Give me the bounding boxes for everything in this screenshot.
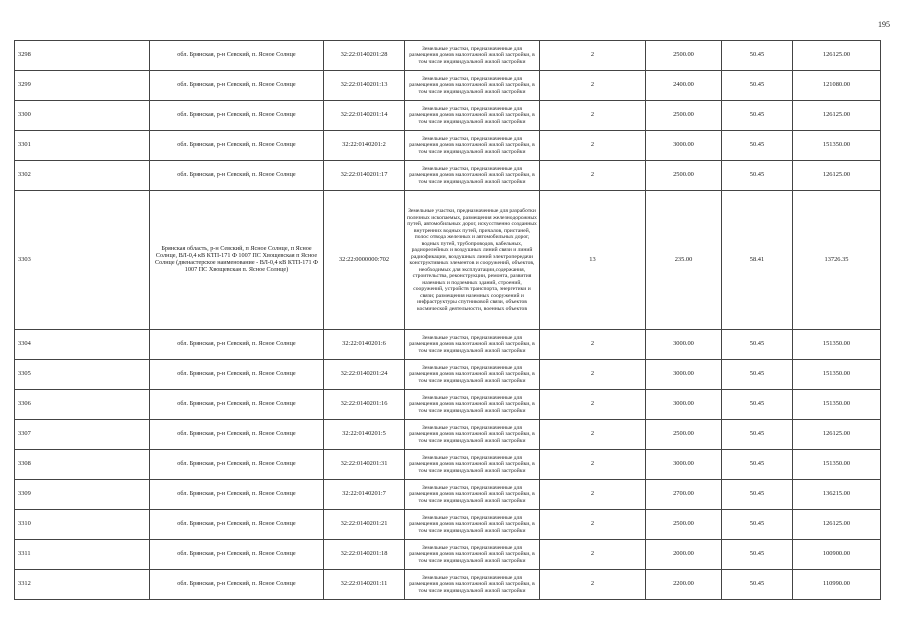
area-cell: 2500.00 [646, 101, 722, 131]
land-use-cell: Земельные участки, предназначенные для размещения домов малоэтажной жилой застройки, в том числе индивидуальной жилой застройки [405, 510, 540, 540]
land-use-cell: Земельные участки, предназначенные для размещения домов малоэтажной жилой застройки, в том числе индивидуальной жилой застройки [405, 161, 540, 191]
cadastral-number-cell: 32:22:0140201:2 [324, 131, 405, 161]
specific-value-cell: 50.45 [722, 480, 793, 510]
group-cell: 2 [540, 131, 646, 161]
row-number-cell: 3303 [15, 191, 150, 330]
land-use-cell: Земельные участки, предназначенные для размещения домов малоэтажной жилой застройки, в том числе индивидуальной жилой застройки [405, 420, 540, 450]
group-cell: 2 [540, 510, 646, 540]
table-row [15, 41, 881, 71]
address-cell: обл. Брянская, р-н Севский, п. Ясное Солнце [150, 360, 324, 390]
group-cell: 2 [540, 161, 646, 191]
row-number-cell: 3308 [15, 450, 150, 480]
area-cell: 3000.00 [646, 131, 722, 161]
cadastral-value-cell: 136215.00 [793, 480, 881, 510]
specific-value-cell: 50.45 [722, 390, 793, 420]
address-cell: обл. Брянская, р-н Севский, п. Ясное Солнце [150, 540, 324, 570]
cadastral-number-cell: 32:22:0140201:17 [324, 161, 405, 191]
table-row [15, 390, 881, 420]
group-cell: 2 [540, 450, 646, 480]
table-row [15, 510, 881, 540]
land-use-cell: Земельные участки, предназначенные для размещения домов малоэтажной жилой застройки, в том числе индивидуальной жилой застройки [405, 101, 540, 131]
area-cell: 2500.00 [646, 41, 722, 71]
address-cell: обл. Брянская, р-н Севский, п. Ясное Солнце [150, 330, 324, 360]
specific-value-cell: 50.45 [722, 360, 793, 390]
specific-value-cell: 50.45 [722, 330, 793, 360]
table-row [15, 101, 881, 131]
cadastral-number-cell: 32:22:0140201:14 [324, 101, 405, 131]
address-cell: обл. Брянская, р-н Севский, п. Ясное Солнце [150, 161, 324, 191]
group-cell: 13 [540, 191, 646, 330]
group-cell: 2 [540, 390, 646, 420]
address-cell: обл. Брянская, р-н Севский, п. Ясное Солнце [150, 41, 324, 71]
specific-value-cell: 50.45 [722, 71, 793, 101]
area-cell: 3000.00 [646, 360, 722, 390]
group-cell: 2 [540, 41, 646, 71]
cadastral-value-cell: 126125.00 [793, 101, 881, 131]
land-use-cell: Земельные участки, предназначенные для размещения домов малоэтажной жилой застройки, в том числе индивидуальной жилой застройки [405, 540, 540, 570]
cadastral-value-cell: 151350.00 [793, 360, 881, 390]
area-cell: 2700.00 [646, 480, 722, 510]
cadastral-number-cell: 32:22:0140201:13 [324, 71, 405, 101]
row-number-cell: 3301 [15, 131, 150, 161]
cadastral-value-cell: 126125.00 [793, 161, 881, 191]
area-cell: 2000.00 [646, 540, 722, 570]
area-cell: 2400.00 [646, 71, 722, 101]
cadastral-number-cell: 32:22:0140201:7 [324, 480, 405, 510]
specific-value-cell: 50.45 [722, 510, 793, 540]
row-number-cell: 3310 [15, 510, 150, 540]
address-cell: обл. Брянская, р-н Севский, п. Ясное Солнце [150, 131, 324, 161]
row-number-cell: 3299 [15, 71, 150, 101]
land-use-cell: Земельные участки, предназначенные для размещения домов малоэтажной жилой застройки, в том числе индивидуальной жилой застройки [405, 390, 540, 420]
table-row [15, 191, 881, 330]
table-row [15, 131, 881, 161]
land-use-cell: Земельные участки, предназначенные для разработки полезных ископаемых, размещения железнодорожных путей, автомобильных дорог, искусственно созданных внутренних водных путей, причалов, пристаней, полос отвода железных и автомобильных дорог, водных путей, трубопроводов, кабельных, радиорелейных и воздушных линий связи и линий радиофикации, воздушных линий электропередачи конструктивных элементов и сооружений, объектов, необходимых для эксплуатации,содержания, строительства, реконструкции, ремонта, развития наземных и подземных зданий, строений, сооружений, устройств транспорта, энергетики и связи; размещения наземных сооружений и инфраструктуры спутниковой связи, объектов космической деятельности, военных объектов [405, 191, 540, 330]
cadastral-value-cell: 151350.00 [793, 390, 881, 420]
cadastral-number-cell: 32:22:0140201:21 [324, 510, 405, 540]
address-cell: обл. Брянская, р-н Севский, п. Ясное Солнце [150, 71, 324, 101]
address-cell: обл. Брянская, р-н Севский, п. Ясное Солнце [150, 570, 324, 600]
cadastral-value-cell: 126125.00 [793, 420, 881, 450]
cadastral-number-cell: 32:22:0140201:18 [324, 540, 405, 570]
row-number-cell: 3305 [15, 360, 150, 390]
specific-value-cell: 50.45 [722, 570, 793, 600]
land-use-cell: Земельные участки, предназначенные для размещения домов малоэтажной жилой застройки, в том числе индивидуальной жилой застройки [405, 450, 540, 480]
row-number-cell: 3300 [15, 101, 150, 131]
row-number-cell: 3302 [15, 161, 150, 191]
row-number-cell: 3311 [15, 540, 150, 570]
specific-value-cell: 50.45 [722, 420, 793, 450]
area-cell: 3000.00 [646, 450, 722, 480]
table-row [15, 330, 881, 360]
land-use-cell: Земельные участки, предназначенные для размещения домов малоэтажной жилой застройки, в том числе индивидуальной жилой застройки [405, 570, 540, 600]
address-cell: обл. Брянская, р-н Севский, п. Ясное Солнце [150, 480, 324, 510]
area-cell: 2500.00 [646, 510, 722, 540]
table-row [15, 540, 881, 570]
cadastral-number-cell: 32:22:0140201:28 [324, 41, 405, 71]
specific-value-cell: 50.45 [722, 161, 793, 191]
table-row [15, 360, 881, 390]
group-cell: 2 [540, 101, 646, 131]
specific-value-cell: 58.41 [722, 191, 793, 330]
cadastral-value-cell: 151350.00 [793, 450, 881, 480]
area-cell: 2500.00 [646, 161, 722, 191]
page-number: 195 [878, 20, 890, 29]
cadastral-value-cell: 151350.00 [793, 131, 881, 161]
table-row [15, 450, 881, 480]
row-number-cell: 3304 [15, 330, 150, 360]
group-cell: 2 [540, 360, 646, 390]
cadastral-value-cell: 126125.00 [793, 41, 881, 71]
group-cell: 2 [540, 570, 646, 600]
table-row [15, 71, 881, 101]
land-use-cell: Земельные участки, предназначенные для размещения домов малоэтажной жилой застройки, в том числе индивидуальной жилой застройки [405, 480, 540, 510]
group-cell: 2 [540, 540, 646, 570]
address-cell: обл. Брянская, р-н Севский, п. Ясное Солнце [150, 390, 324, 420]
cadastral-number-cell: 32:22:0140201:16 [324, 390, 405, 420]
table-row [15, 480, 881, 510]
land-use-cell: Земельные участки, предназначенные для размещения домов малоэтажной жилой застройки, в том числе индивидуальной жилой застройки [405, 131, 540, 161]
area-cell: 3000.00 [646, 330, 722, 360]
area-cell: 2500.00 [646, 420, 722, 450]
specific-value-cell: 50.45 [722, 540, 793, 570]
cadastral-number-cell: 32:22:0140201:31 [324, 450, 405, 480]
group-cell: 2 [540, 480, 646, 510]
table-row [15, 161, 881, 191]
table-body [15, 41, 881, 600]
row-number-cell: 3298 [15, 41, 150, 71]
cadastral-number-cell: 32:22:0140201:6 [324, 330, 405, 360]
specific-value-cell: 50.45 [722, 101, 793, 131]
address-cell: обл. Брянская, р-н Севский, п. Ясное Солнце [150, 450, 324, 480]
land-use-cell: Земельные участки, предназначенные для размещения домов малоэтажной жилой застройки, в том числе индивидуальной жилой застройки [405, 71, 540, 101]
row-number-cell: 3307 [15, 420, 150, 450]
land-use-cell: Земельные участки, предназначенные для размещения домов малоэтажной жилой застройки, в том числе индивидуальной жилой застройки [405, 41, 540, 71]
cadastral-value-cell: 126125.00 [793, 510, 881, 540]
cadastral-number-cell: 32:22:0140201:24 [324, 360, 405, 390]
row-number-cell: 3312 [15, 570, 150, 600]
table-row [15, 570, 881, 600]
area-cell: 235.00 [646, 191, 722, 330]
land-plot-table [14, 40, 881, 600]
cadastral-value-cell: 151350.00 [793, 330, 881, 360]
row-number-cell: 3309 [15, 480, 150, 510]
address-cell: обл. Брянская, р-н Севский, п. Ясное Солнце [150, 101, 324, 131]
cadastral-value-cell: 121080.00 [793, 71, 881, 101]
address-cell: обл. Брянская, р-н Севский, п. Ясное Солнце [150, 420, 324, 450]
group-cell: 2 [540, 330, 646, 360]
specific-value-cell: 50.45 [722, 450, 793, 480]
cadastral-number-cell: 32:22:0000000:702 [324, 191, 405, 330]
specific-value-cell: 50.45 [722, 41, 793, 71]
table-row [15, 420, 881, 450]
area-cell: 3000.00 [646, 390, 722, 420]
area-cell: 2200.00 [646, 570, 722, 600]
cadastral-value-cell: 110990.00 [793, 570, 881, 600]
address-cell: Брянская область, р-н Севский, п Ясное Солнце, п Ясное Солнце, ВЛ-0,4 кВ КТП-171 Ф 1007 ПС Хвощевская п Ясное Солнце (двенастерское наименование - ВЛ-0,4 кВ КТП-171 Ф 1007 ПС Хвощевская п. Ясное Солнце) [150, 191, 324, 330]
land-use-cell: Земельные участки, предназначенные для размещения домов малоэтажной жилой застройки, в том числе индивидуальной жилой застройки [405, 330, 540, 360]
address-cell: обл. Брянская, р-н Севский, п. Ясное Солнце [150, 510, 324, 540]
row-number-cell: 3306 [15, 390, 150, 420]
specific-value-cell: 50.45 [722, 131, 793, 161]
cadastral-number-cell: 32:22:0140201:11 [324, 570, 405, 600]
cadastral-number-cell: 32:22:0140201:5 [324, 420, 405, 450]
cadastral-value-cell: 13726.35 [793, 191, 881, 330]
group-cell: 2 [540, 71, 646, 101]
group-cell: 2 [540, 420, 646, 450]
land-use-cell: Земельные участки, предназначенные для размещения домов малоэтажной жилой застройки, в том числе индивидуальной жилой застройки [405, 360, 540, 390]
cadastral-value-cell: 100900.00 [793, 540, 881, 570]
